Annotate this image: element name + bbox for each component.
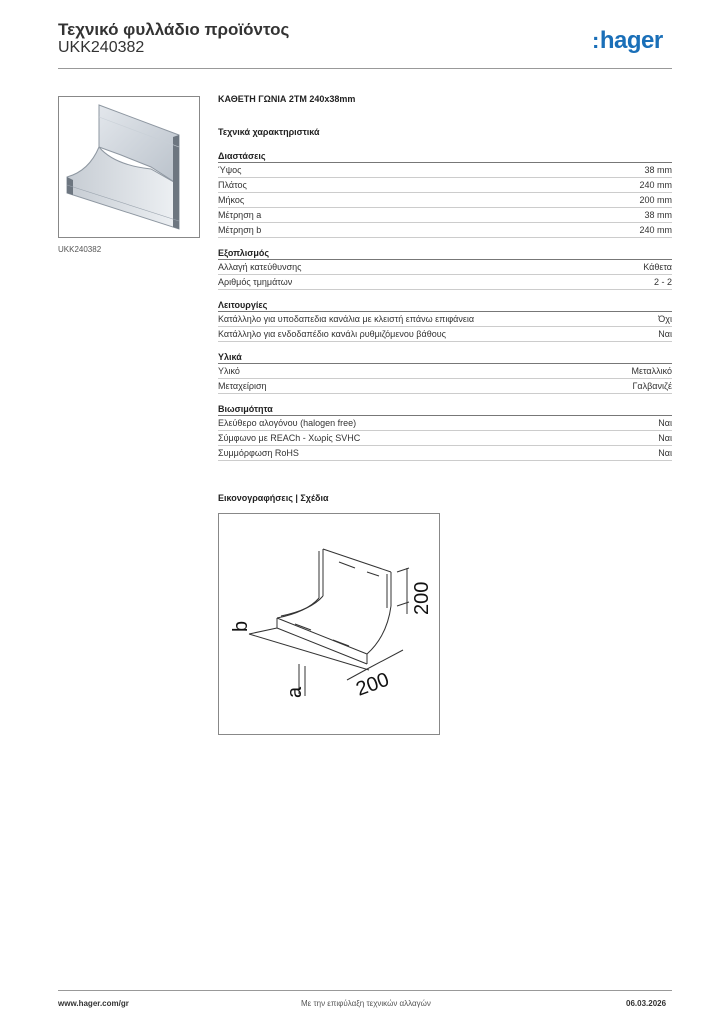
footer-note: Με την επιφύλαξη τεχνικών αλλαγών [301,999,431,1008]
spec-label: Πλάτος [218,180,247,190]
header-divider [58,68,672,69]
spec-label: Κατάλληλο για ενδοδαπέδιο κανάλι ρυθμιζόμενου βάθους [218,329,446,339]
spec-value: 38 mm [644,210,672,220]
footer-website: www.hager.com/gr [58,999,129,1008]
spec-label: Ύψος [218,165,242,175]
section-functions [218,299,672,342]
technical-drawing-svg [219,514,439,734]
spec-label: Αλλαγή κατεύθυνσης [218,262,302,272]
spec-label: Αριθμός τμημάτων [218,277,293,287]
section-title: Λειτουργίες [218,299,672,312]
spec-value: Ναι [658,433,672,443]
illustrations-title: Εικονογραφήσεις | Σχέδια [218,493,329,503]
spec-value: Γαλβανιζέ [632,381,672,391]
spec-row [218,327,672,342]
spec-value: Όχι [658,314,672,324]
spec-row [218,364,672,379]
spec-row [218,193,672,208]
photo-caption: UKK240382 [58,245,102,254]
spec-value: Κάθετα [643,262,672,272]
logo-prefix: : [592,28,599,53]
section-title: Διαστάσεις [218,150,672,163]
label-b: b [230,620,252,632]
section-title: Υλικά [218,351,672,364]
label-a: a [284,686,306,698]
dimension-length-label: 200 [353,668,393,701]
spec-label: Ελεύθερο αλογόνου (halogen free) [218,418,357,428]
spec-label: Μέτρηση b [218,225,262,235]
hager-logo [592,27,663,55]
logo-text: hager [599,27,663,54]
spec-label: Μεταχείριση [218,381,267,391]
spec-row [218,178,672,193]
spec-value: 200 mm [639,195,672,205]
product-name: ΚΑΘΕΤΗ ΓΩΝΙΑ 2ΤΜ 240x38mm [218,94,356,104]
section-dimensions [218,150,672,238]
spec-value: 38 mm [644,165,672,175]
spec-label: Συμμόρφωση RoHS [218,448,299,458]
spec-value: Ναι [658,329,672,339]
spec-row [218,275,672,290]
spec-value: Μεταλλικό [631,366,672,376]
section-sustainability [218,403,672,461]
section-equipment [218,247,672,290]
footer-date: 06.03.2026 [626,999,667,1008]
spec-row [218,446,672,461]
spec-label: Κατάλληλο για υποδαπεδια κανάλια με κλειστή επάνω επιφάνεια [218,314,475,324]
tech-characteristics-title: Τεχνικά χαρακτηριστικά [218,127,320,137]
dimension-height-label: 200 [411,581,433,615]
product-photo [58,96,200,238]
section-title: Βιωσιμότητα [218,403,672,416]
spec-row [218,163,672,178]
document-title: Τεχνικό φυλλάδιο προϊόντος [58,20,290,39]
spec-label: Μέτρηση a [218,210,262,220]
spec-row [218,312,672,327]
spec-label: Υλικό [218,366,240,376]
spec-value: 240 mm [639,180,672,190]
specifications [218,94,672,470]
spec-value: Ναι [658,418,672,428]
spec-value: 2 - 2 [653,277,672,287]
spec-label: Σύμφωνο με REACh - Χωρίς SVHC [218,433,361,443]
spec-row [218,208,672,223]
spec-value: 240 mm [639,225,672,235]
spec-row [218,379,672,394]
spec-row [218,431,672,446]
spec-row [218,260,672,275]
spec-row [218,416,672,431]
product-code: UKK240382 [58,39,145,56]
spec-label: Μήκος [218,195,245,205]
spec-value: Ναι [658,448,672,458]
product-photo-image [59,97,199,237]
spec-row [218,223,672,238]
technical-drawing [218,513,440,735]
section-title: Εξοπλισμός [218,247,672,260]
footer-divider [58,990,672,991]
section-materials [218,351,672,394]
